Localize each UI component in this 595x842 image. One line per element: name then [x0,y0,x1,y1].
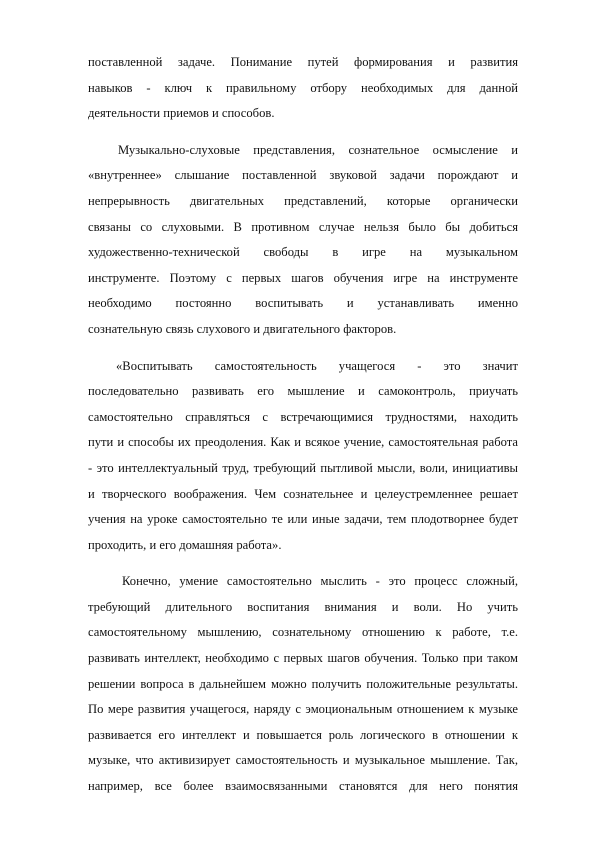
paragraph-3-quote [88,354,518,559]
text-line: и творческого воображения. Чем сознательнее и целеустремленнее решает [88,486,518,501]
paragraph-1 [88,50,518,127]
text-line: последовательно развивать его мышление и самоконтроль, приучать [88,384,518,399]
text-line: Музыкально-слуховые представления, сознательное осмысление и [118,142,518,157]
text-line: деятельности приемов и способов. [88,106,275,121]
paragraph-4 [88,569,518,799]
paragraph-2 [88,138,518,343]
text-line: музыке, что активизирует самостоятельность и музыкальное мышление. Так, [88,753,518,768]
text-line: связаны со слуховыми. В противном случае нельзя было бы добиться [88,219,518,234]
text-line: Конечно, умение самостоятельно мыслить - это процесс сложный, [122,574,518,589]
text-line: «внутреннее» слышание поставленной звуковой задачи порождают и [88,168,518,183]
text-line: По мере развития учащегося, наряду с эмоциональным отношением к музыке [88,702,518,717]
document-body [88,50,518,800]
text-line: «Воспитывать самостоятельность учащегося - это значит [116,358,518,373]
text-line: поставленной задаче. Понимание путей формирования и развития [88,55,518,69]
text-line: художественно-технической свободы в игре на музыкальном [88,245,518,260]
text-line: требующий длительного воспитания внимания и воли. Но учить [88,599,518,614]
text-line: развивается его интеллект и повышается роль логического в отношении к [88,727,518,742]
text-line: навыков - ключ к правильному отбору необходимых для данной [88,80,518,95]
text-line: необходимо постоянно воспитывать и устанавливать именно [88,296,518,311]
text-line: развивать интеллект, необходимо с первых шагов обучения. Только при таком [88,651,518,666]
text-line: инструменте. Поэтому с первых шагов обучения игре на инструменте [88,270,518,285]
text-line: учения на уроке самостоятельно те или иные задачи, тем плодотворнее будет [88,512,518,527]
text-line: например, все более взаимосвязанными становятся для него понятия [88,779,518,794]
text-line: самостоятельному мышлению, сознательному отношению к работе, т.е. [88,625,518,640]
text-line: самостоятельно справляться с встречающимися трудностями, находить [88,409,518,424]
text-line: сознательную связь слухового и двигательного факторов. [88,321,397,336]
text-line: проходить, и его домашняя работа». [88,537,282,552]
text-line: пути и способы их преодоления. Как и всякое учение, самостоятельная работа [88,435,518,450]
text-line: непрерывность двигательных представлений, которые органически [88,193,518,208]
text-line: решении вопроса в дальнейшем можно получить положительные результаты. [88,676,518,691]
text-line: - это интеллектуальный труд, требующий пытливой мысли, воли, инициативы [88,460,518,475]
